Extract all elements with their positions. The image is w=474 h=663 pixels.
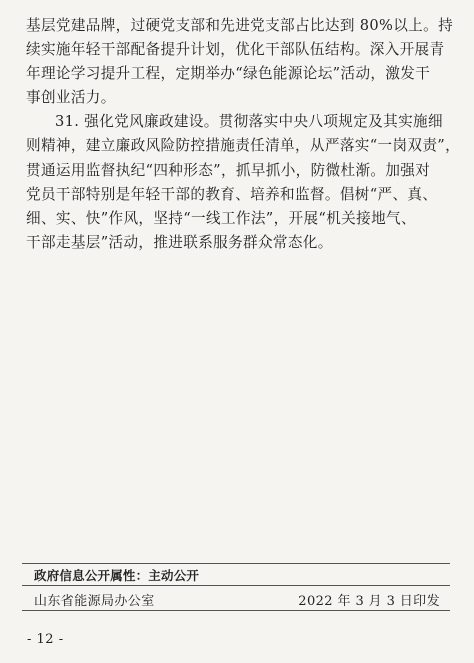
paragraph-1: [26, 14, 454, 110]
footer-top-rule: [22, 563, 450, 564]
text-line: 年理论学习提升工程，定期举办“绿色能源论坛”活动，激发干: [26, 65, 431, 83]
text-line: 干部走基层”活动，推进联系服务群众常态化。: [26, 233, 333, 251]
text-line: 事创业活力。: [26, 89, 116, 107]
page-number: - 12 -: [27, 632, 64, 647]
text-line: 31. 强化党风廉政建设。贯彻落实中央八项规定及其实施细: [55, 113, 443, 131]
issuing-office: 山东省能源局办公室: [34, 594, 155, 609]
text-line: 则精神，建立廉政风险防控措施责任清单，从严落实“一岗双责”，: [26, 137, 461, 155]
footer-bottom-rule: [22, 610, 450, 611]
body-text: [26, 14, 461, 255]
footer-middle-rule: [22, 585, 450, 586]
text-line: 基层党建品牌，过硬党支部和先进党支部占比达到 80%以上。持: [26, 17, 454, 34]
text-line: 细、实、快”作风，坚持“一线工作法”，开展“机关接地气、: [26, 209, 416, 227]
disclosure-attribute: 政府信息公开属性：主动公开: [34, 568, 200, 583]
text-line: 续实施年轻干部配备提升计划，优化干部队伍结构。深入开展青: [26, 41, 445, 59]
text-line: 贯通运用监督执纪“四种形态”，抓早抓小，防微杜渐。加强对: [26, 161, 431, 179]
paragraph-31: [26, 110, 461, 255]
issue-date: 2022 年 3 月 3 日印发: [298, 594, 440, 609]
text-line: 党员干部特别是年轻干部的教育、培养和监督。倡树“严、真、: [26, 185, 438, 203]
